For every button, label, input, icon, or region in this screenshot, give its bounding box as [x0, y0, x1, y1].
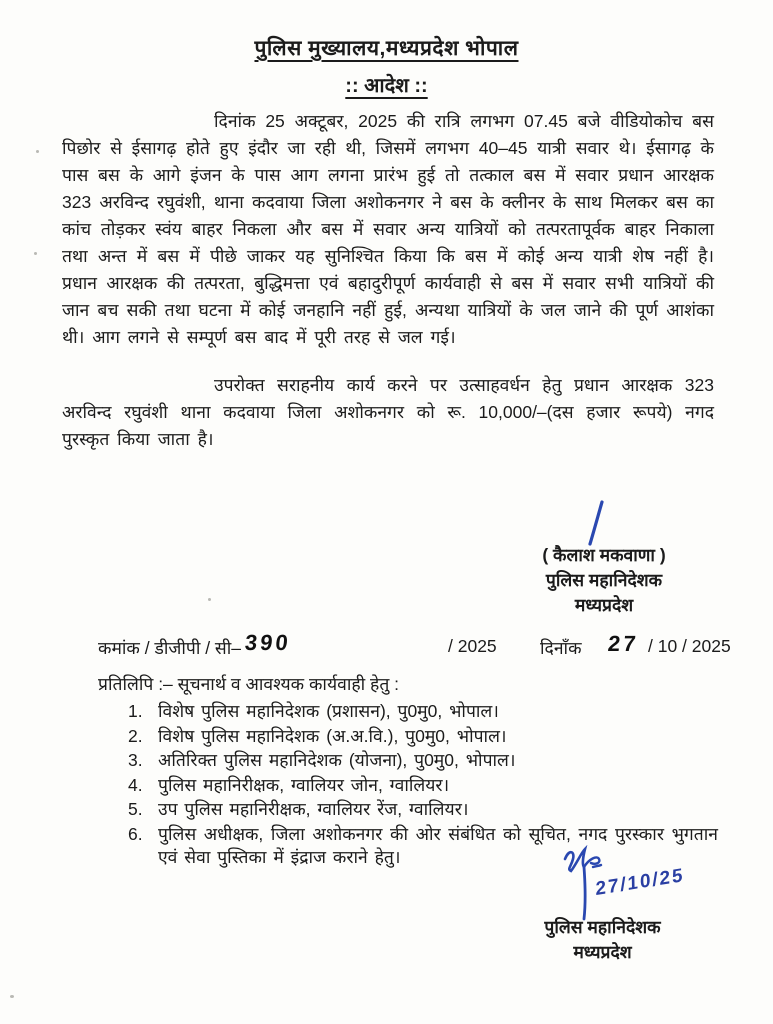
order-heading: [0, 71, 773, 98]
scan-speck: [208, 598, 211, 601]
list-item: [98, 823, 718, 870]
copies-section: [98, 672, 718, 870]
list-item-text: पुलिस महानिरीक्षक, ग्वालियर जोन, ग्वालियर।: [158, 774, 450, 795]
list-item-text: अतिरिक्त पुलिस महानिदेशक (योजना), पु0मु0, भोपाल।: [158, 750, 516, 770]
list-item-number: 2.: [128, 725, 143, 746]
list-item-number: 4.: [128, 774, 143, 795]
paragraph-1-text: दिनांक 25 अक्टूबर, 2025 की रात्रि लगभग 07.45 बजे वीडियोकोच बस पिछोर से ईसागढ़ होते हुए इंदौर जा रही थी, जिसमें लगभग 40–45 यात्री सवार थे। ईसागढ़ के पास बस के आगे इंजन के पास आग लगना प्रारंभ हुई तो तत्काल बस में सवार प्रधान आरक्षक 323 अरविन्द रघुवंशी, थाना कदवाया जिला अशोकनगर ने बस के क्लीनर के साथ मिलकर बस का कांच तोड़कर स्वंय बाहर निकला और बस में सवार अन्य यात्रियों को तत्परतापूर्वक बाहर निकाला तथा अन्त में बस में पीछे जाकर यह सुनिश्चित किया कि बस में कोई अन्य यात्री शेष नहीं है। प्रधान आरक्षक की तत्परता, बुद्धिमत्ता एवं बहादुरीपूर्ण कार्यवाही से बस में सवार सभी यात्रियों की जान बच सकी तथा घटना में कोई जनहानि नहीं हुई, अन्यथा यात्रियों के जल जाने की पूर्ण आशंका थी। आग लगने से सम्पूर्ण बस बाद में पूरी तरह से जल गई।: [62, 111, 714, 347]
signatory-designation: पुलिस महानिदेशक: [545, 570, 663, 590]
reference-year: / 2025: [448, 636, 497, 656]
order-body-paragraph-1: [62, 108, 714, 351]
reference-line: [0, 630, 773, 664]
list-item-number: 3.: [128, 750, 143, 770]
list-item-text: पुलिस अधीक्षक, जिला अशोकनगर की ओर संबंधित को सूचित, नगद पुरस्कार भुगतान एवं सेवा पुस्तिका में इंद्राज कराने हेतु।: [158, 823, 718, 867]
list-item-text: विशेष पुलिस महानिदेशक (प्रशासन), पु0मु0, भोपाल।: [158, 701, 499, 721]
paragraph-2-text: उपरोक्त सराहनीय कार्य करने पर उत्साहवर्धन हेतु प्रधान आरक्षक 323 अरविन्द रघुवंशी थाना कदवाया जिला अशोकनगर को रू. 10,000/–(दस हजार रूपये) नगद पुरस्कृत किया जाता है।: [62, 375, 714, 449]
list-item: [98, 749, 718, 773]
list-item: [98, 700, 718, 724]
list-item-text: विशेष पुलिस महानिदेशक (अ.अ.वि.), पु0मु0, भोपाल।: [158, 725, 507, 746]
reference-date-rest: / 10 / 2025: [648, 636, 731, 656]
order-heading-text: :: आदेश ::: [345, 75, 428, 97]
document-header: [0, 34, 773, 98]
reference-date-label: दिनाँक: [540, 638, 582, 658]
scan-speck: [34, 252, 37, 255]
scan-speck: [10, 995, 14, 998]
reference-day-handwritten: 27: [606, 631, 640, 656]
reference-number-label: कमांक / डीजीपी / सी–: [98, 638, 242, 658]
bottom-signatory-block: [500, 915, 705, 965]
bottom-signatory-designation: पुलिस महानिदेशक: [544, 917, 661, 937]
signatory-block: [498, 543, 710, 618]
copies-heading: प्रतिलिपि :– सूचनार्थ व आवश्यक कार्यवाही हेतु :: [98, 674, 400, 694]
order-body-paragraph-2: [62, 372, 714, 453]
list-item-number: 1.: [128, 701, 143, 721]
list-item: [98, 774, 718, 798]
bottom-signatory-state: मध्यप्रदेश: [573, 942, 632, 962]
list-item-number: 5.: [128, 799, 143, 819]
list-item-text: उप पुलिस महानिरीक्षक, ग्वालियर रेंज, ग्वालियर।: [158, 799, 469, 819]
list-item: [98, 798, 718, 822]
signature-date-handwritten: 27/10/25: [595, 864, 685, 901]
list-item: [98, 725, 718, 749]
signatory-state: मध्यप्रदेश: [574, 595, 634, 615]
reference-number-handwritten: 390: [243, 630, 293, 655]
list-item-number: 6.: [128, 823, 143, 844]
copies-list: [98, 700, 718, 870]
scan-speck: [36, 150, 39, 153]
page-title: पुलिस मुख्यालय,मध्यप्रदेश भोपाल: [254, 37, 519, 60]
signatory-name: ( कैलाश मकवाणा ): [542, 545, 666, 565]
